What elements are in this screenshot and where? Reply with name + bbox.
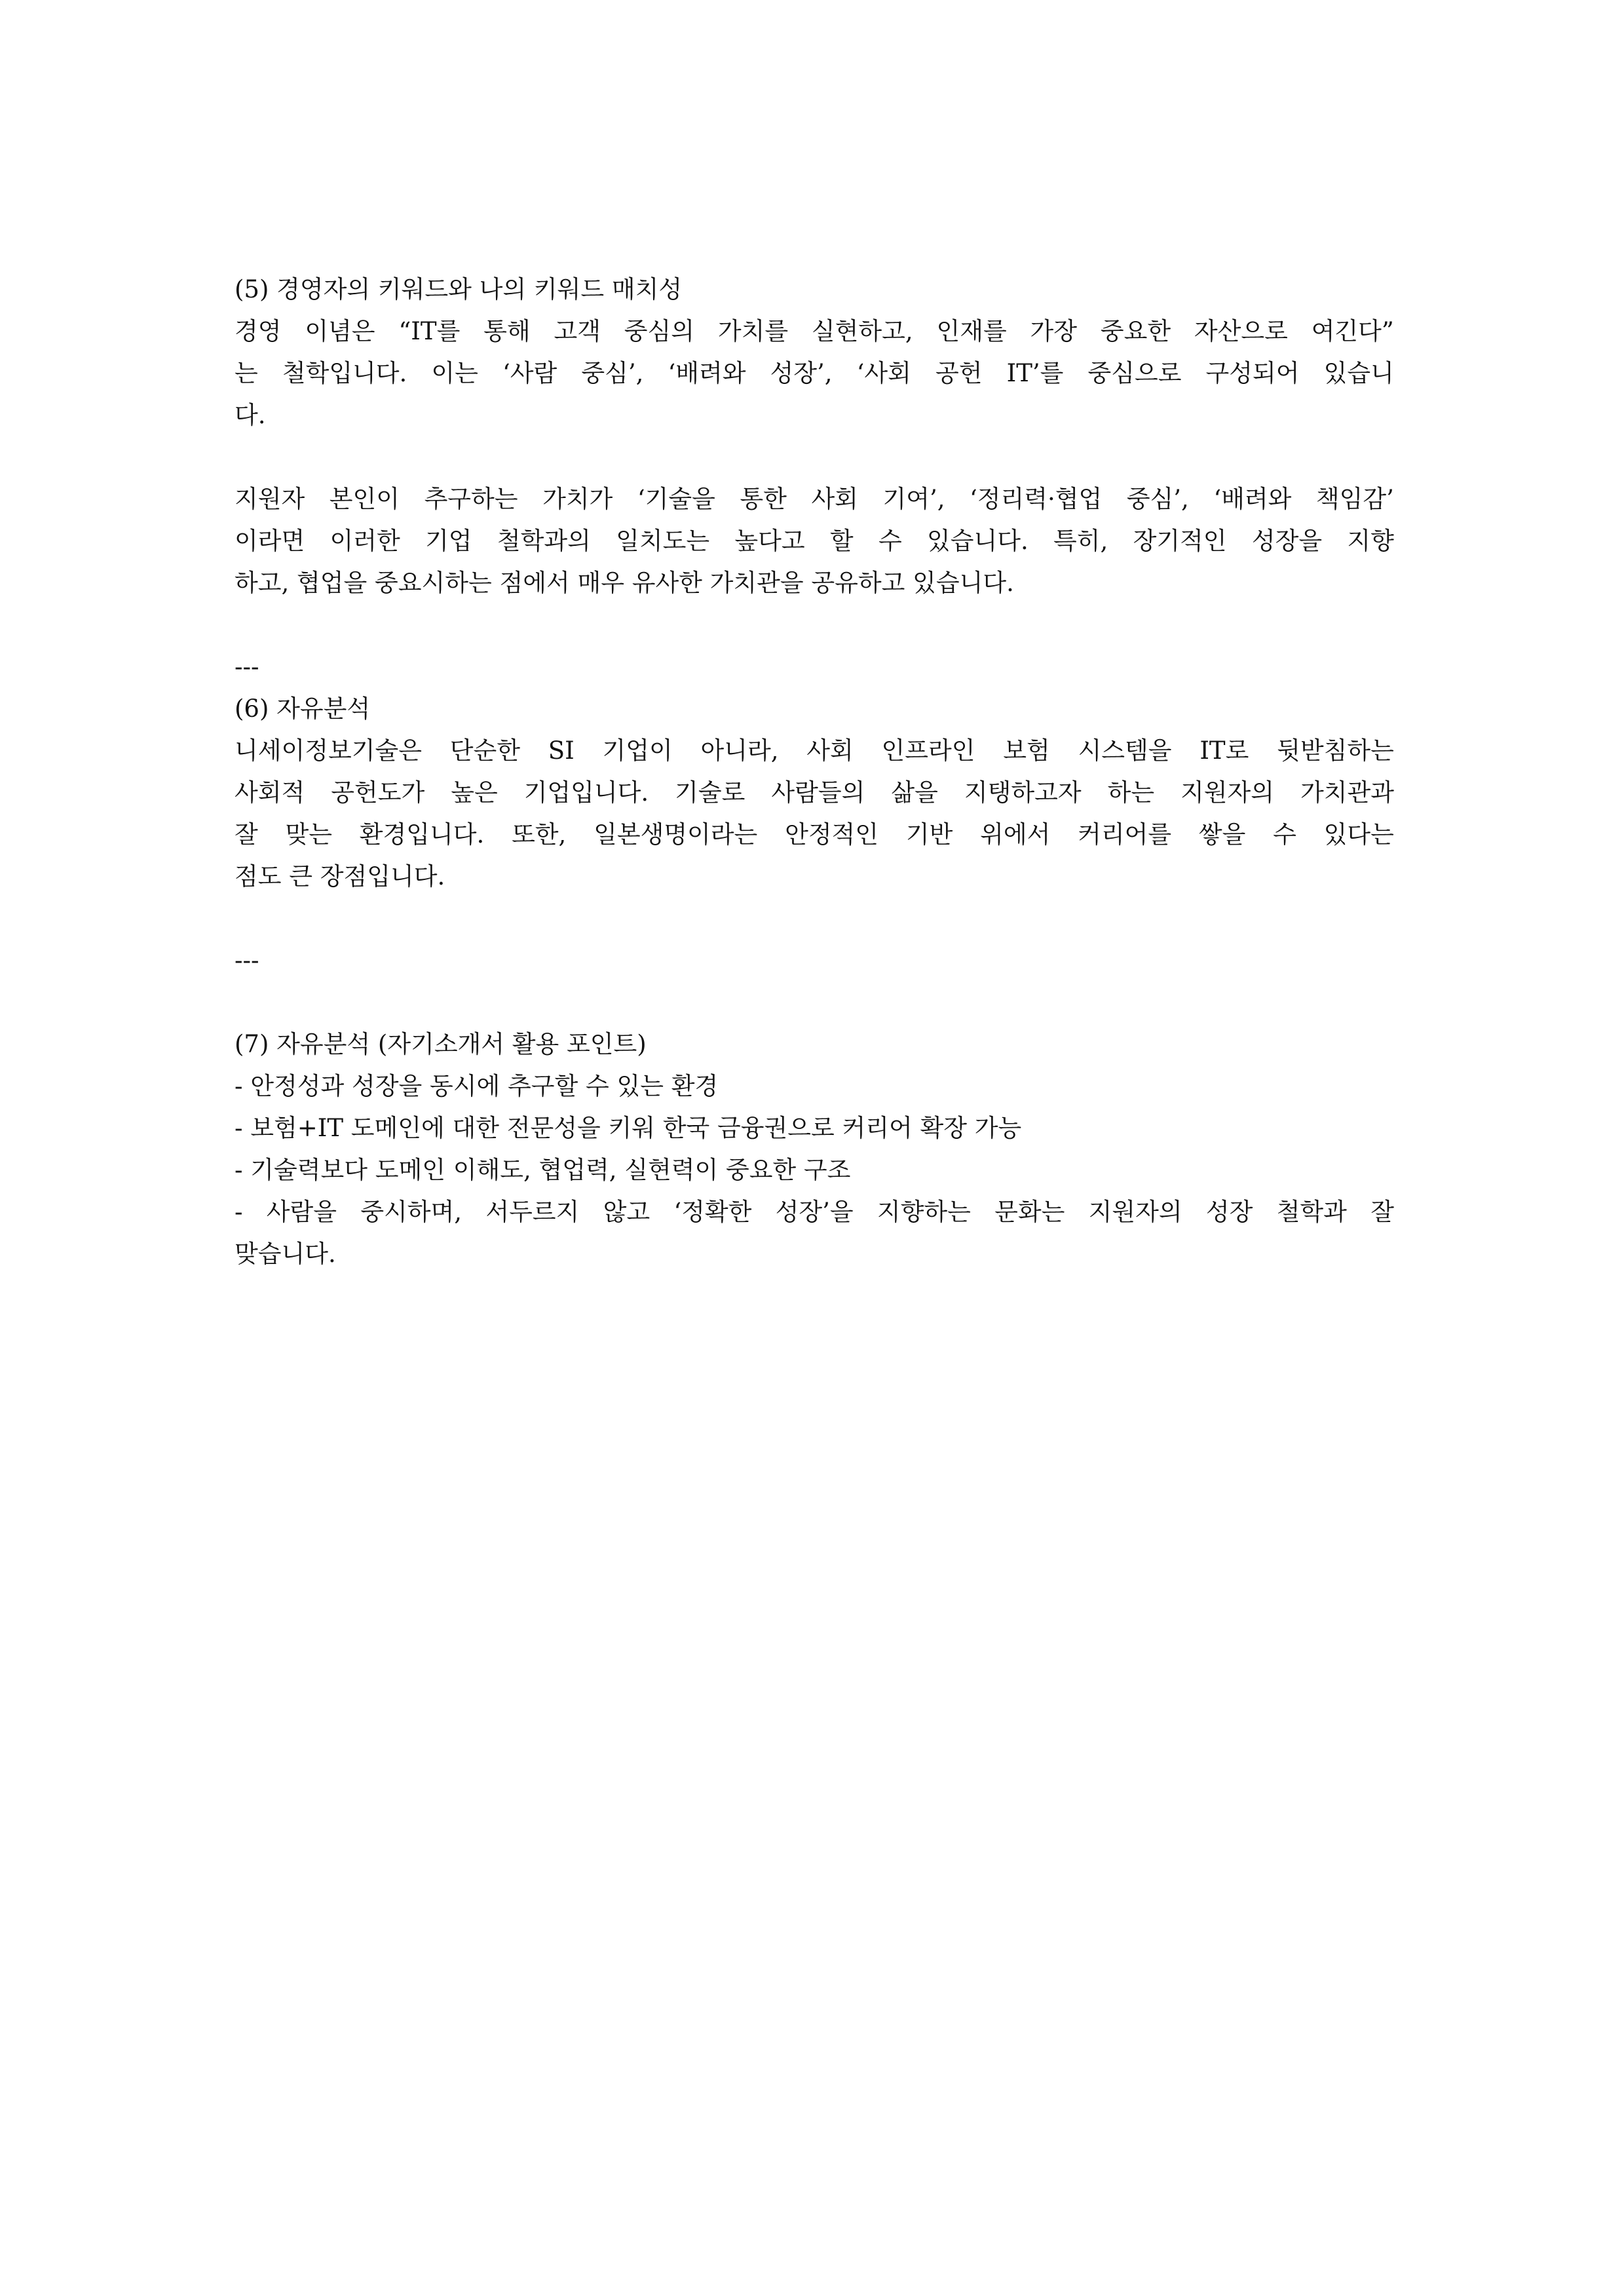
word: 성장을 [1251, 527, 1323, 555]
word: 공헌도가 [331, 778, 425, 807]
word: 사람들의 [771, 778, 865, 807]
word: 구성되어 [1205, 359, 1300, 387]
word: 환경입니다. [359, 820, 485, 849]
document-body [235, 269, 1394, 1275]
word: SI [548, 737, 575, 765]
section5-para1-line3: 다. [235, 401, 266, 429]
section6-para-line1 [235, 730, 1394, 772]
section6-para-line2 [235, 772, 1394, 814]
word: ‘배려와 [1213, 485, 1292, 513]
word: 사회 [811, 485, 858, 513]
word: ‘사회 [856, 359, 911, 387]
section5-para2-line1 [235, 478, 1394, 520]
word: 있습니다. [927, 527, 1029, 555]
word: 하는 [1107, 778, 1155, 807]
word: 본인이 [329, 485, 400, 513]
word: 아니라, [700, 737, 779, 765]
word: 가치가 [542, 485, 613, 513]
word: 이러한 [330, 527, 400, 555]
section6-heading: (6) 자유분석 [235, 695, 371, 723]
word: 기술로 [675, 778, 746, 807]
word: 위에서 [980, 820, 1051, 849]
word: 지탱하고자 [964, 778, 1082, 807]
word: 수 [878, 527, 902, 555]
word: 성장’을 [775, 1198, 854, 1226]
word: 기업이 [602, 737, 673, 765]
word: 기업입니다. [523, 778, 649, 807]
section5-para1-line2 [235, 353, 1394, 394]
section5-heading: (5) 경영자의 키워드와 나의 키워드 매치성 [235, 275, 683, 303]
word: 이념은 [305, 317, 375, 345]
word: 책임감’ [1315, 485, 1394, 513]
word: 가치관과 [1300, 778, 1394, 807]
word: 중요한 [1100, 317, 1171, 345]
word: 삶을 [891, 778, 938, 807]
word: 기업 [425, 527, 472, 555]
word: 니세이정보기술은 [235, 737, 422, 765]
spacer [235, 436, 1394, 478]
spacer [235, 604, 1394, 646]
word: 뒷받침하는 [1277, 737, 1394, 765]
word: 가치를 [717, 317, 789, 345]
section5-para1-line1 [235, 311, 1394, 353]
section7-bullet-3: - 기술력보다 도메인 이해도, 협업력, 실현력이 중요한 구조 [235, 1156, 851, 1184]
word: 서두르지 [485, 1198, 580, 1226]
word: 여긴다” [1311, 317, 1394, 345]
word: 고객 [554, 317, 601, 345]
section7-bullet-4-line2: 맞습니다. [235, 1240, 336, 1268]
section5-para2-line3: 하고, 협업을 중요시하는 점에서 매우 유사한 가치관을 공유하고 있습니다. [235, 569, 1014, 597]
section6-para-line3 [235, 814, 1394, 856]
word: - [235, 1198, 243, 1226]
section7-bullet-4-line1 [235, 1191, 1394, 1233]
word: 추구하는 [424, 485, 518, 513]
word: 가장 [1030, 317, 1078, 345]
spacer [235, 898, 1394, 940]
word: 기반 [905, 820, 953, 849]
word: 통한 [740, 485, 787, 513]
spacer [235, 982, 1394, 1024]
word: ‘사람 [502, 359, 557, 387]
word: IT로 [1199, 737, 1249, 765]
word: 또한, [512, 820, 567, 849]
word: 단순한 [449, 737, 520, 765]
word: 철학과 [1276, 1198, 1347, 1226]
word: 중심의 [624, 317, 695, 345]
word: 중심으로 [1087, 359, 1182, 387]
word: 이는 [431, 359, 478, 387]
word: 있다는 [1323, 820, 1394, 849]
section7-bullet-2: - 보험+IT 도메인에 대한 전문성을 키워 한국 금융권으로 커리어 확장 가능 [235, 1114, 1022, 1142]
word: “IT를 [398, 317, 461, 345]
word: 통해 [483, 317, 531, 345]
word: 높은 [451, 778, 498, 807]
word: 사람을 [266, 1198, 337, 1226]
word: 인프라인 [881, 737, 975, 765]
word: 지향 [1347, 527, 1394, 555]
word: 않고 [603, 1198, 651, 1226]
word: 성장 [1205, 1198, 1253, 1226]
word: 기여’, [882, 485, 945, 513]
word: 성장’, [770, 359, 833, 387]
word: 사회적 [235, 778, 305, 807]
word: 철학입니다. [282, 359, 407, 387]
word: 잘 [1370, 1198, 1394, 1226]
word: 자산으로 [1194, 317, 1288, 345]
section5-para2-line2 [235, 520, 1394, 562]
word: 잘 [235, 820, 258, 849]
word: 중심’, [1126, 485, 1189, 513]
word: 안정적인 [785, 820, 879, 849]
word: 보험 [1003, 737, 1050, 765]
section7-bullet-1: - 안정성과 성장을 동시에 추구할 수 있는 환경 [235, 1072, 719, 1100]
word: 문화는 [994, 1198, 1065, 1226]
word: ‘정리력·협업 [970, 485, 1103, 513]
word: 일본생명이라는 [594, 820, 758, 849]
word: 수 [1273, 820, 1296, 849]
word: 높다고 [734, 527, 805, 555]
section6-para-line4: 점도 큰 장점입니다. [235, 862, 445, 890]
word: 특히, [1053, 527, 1108, 555]
word: 인재를 [936, 317, 1007, 345]
word: 시스템을 [1078, 737, 1172, 765]
word: 철학과의 [497, 527, 591, 555]
word: 는 [235, 359, 258, 387]
word: IT’를 [1006, 359, 1064, 387]
divider-2: --- [235, 946, 259, 974]
section7-heading: (7) 자유분석 (자기소개서 활용 포인트) [235, 1030, 647, 1058]
word: 중심’, [581, 359, 644, 387]
word: 지원자의 [1088, 1198, 1182, 1226]
word: 경영 [235, 317, 282, 345]
word: 사회 [806, 737, 854, 765]
word: 일치도는 [616, 527, 710, 555]
word: 쌓을 [1198, 820, 1246, 849]
word: 실현하고, [811, 317, 913, 345]
word: ‘배려와 [668, 359, 746, 387]
word: 커리어를 [1078, 820, 1172, 849]
word: 지향하는 [877, 1198, 971, 1226]
word: ‘정확한 [673, 1198, 752, 1226]
word: 있습니 [1323, 359, 1394, 387]
word: 이라면 [235, 527, 305, 555]
word: 중시하며, [360, 1198, 463, 1226]
divider-1: --- [235, 653, 259, 681]
word: 공헌 [935, 359, 983, 387]
word: ‘기술을 [637, 485, 715, 513]
word: 장기적인 [1133, 527, 1227, 555]
word: 할 [829, 527, 854, 555]
word: 맞는 [285, 820, 333, 849]
word: 지원자의 [1180, 778, 1275, 807]
word: 지원자 [235, 485, 305, 513]
